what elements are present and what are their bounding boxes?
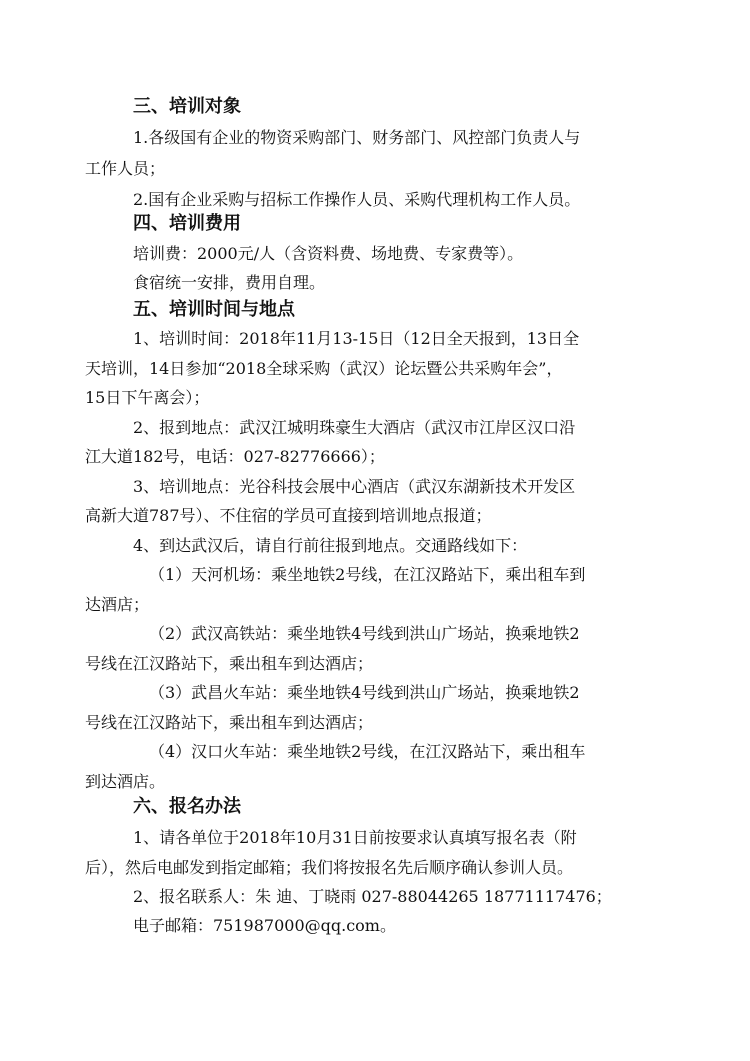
section-5-time-line-2: 天培训，14日参加“2018全球采购（武汉）论坛暨公共采购年会”， bbox=[85, 359, 563, 378]
section-6-heading: 六、报名办法 bbox=[133, 796, 241, 817]
section-3-item-1-line-2: 工作人员； bbox=[85, 159, 166, 178]
section-3-item-2: 2.国有企业采购与招标工作操作人员、采购代理机构工作人员。 bbox=[133, 190, 581, 209]
section-5-venue-line-1: 3、培训地点：光谷科技会展中心酒店（武汉东湖新技术开发区 bbox=[133, 477, 576, 496]
section-5-checkin-line-2: 江大道182号，电话：027-82776666）； bbox=[85, 447, 385, 466]
section-4-lodging: 食宿统一安排，费用自理。 bbox=[133, 273, 326, 292]
section-5-time-line-3: 15日下午离会）； bbox=[85, 388, 210, 407]
section-4-fee: 培训费：2000元/人（含资料费、场地费、专家费等）。 bbox=[133, 244, 524, 263]
section-6-email: 电子邮箱：751987000@qq.com。 bbox=[133, 916, 396, 935]
section-3-item-1-line-1: 1.各级国有企业的物资采购部门、财务部门、风控部门负责人与 bbox=[133, 128, 581, 147]
section-4-heading: 四、培训费用 bbox=[133, 213, 241, 234]
section-5-route-4-line-2: 到达酒店。 bbox=[85, 772, 166, 791]
section-5-route-intro: 4、到达武汉后，请自行前往报到地点。交通路线如下： bbox=[133, 536, 528, 555]
section-5-route-2-line-2: 号线在江汉路站下，乘出租车到达酒店； bbox=[85, 654, 374, 673]
section-5-heading: 五、培训时间与地点 bbox=[133, 299, 295, 320]
section-6-item-1-line-1: 1、请各单位于2018年10月31日前按要求认真填写报名表（附 bbox=[133, 828, 577, 847]
section-5-route-2-line-1: （2）武汉高铁站：乘坐地铁4号线到洪山广场站，换乘地铁2 bbox=[149, 624, 580, 643]
section-6-contact: 2、报名联系人：朱 迪、丁晓雨 027-88044265 18771117476； bbox=[133, 887, 612, 906]
section-5-route-1-line-1: （1）天河机场：乘坐地铁2号线，在江汉路站下，乘出租车到 bbox=[149, 565, 586, 584]
section-5-time-line-1: 1、培训时间：2018年11月13-15日（12日全天报到，13日全 bbox=[133, 329, 580, 348]
section-5-checkin-line-1: 2、报到地点：武汉江城明珠豪生大酒店（武汉市江岸区汉口沿 bbox=[133, 418, 576, 437]
section-5-route-3-line-2: 号线在江汉路站下，乘出租车到达酒店； bbox=[85, 713, 374, 732]
section-5-route-1-line-2: 达酒店； bbox=[85, 595, 150, 614]
section-6-item-1-line-2: 后），然后电邮发到指定邮箱；我们将按报名先后顺序确认参训人员。 bbox=[85, 858, 574, 877]
section-5-venue-line-2: 高新大道787号）、不住宿的学员可直接到培训地点报道； bbox=[85, 506, 492, 525]
section-5-route-4-line-1: （4）汉口火车站：乘坐地铁2号线，在江汉路站下，乘出租车 bbox=[149, 742, 586, 761]
section-3-heading: 三、培训对象 bbox=[133, 96, 241, 117]
section-5-route-3-line-1: （3）武昌火车站：乘坐地铁4号线到洪山广场站，换乘地铁2 bbox=[149, 683, 580, 702]
